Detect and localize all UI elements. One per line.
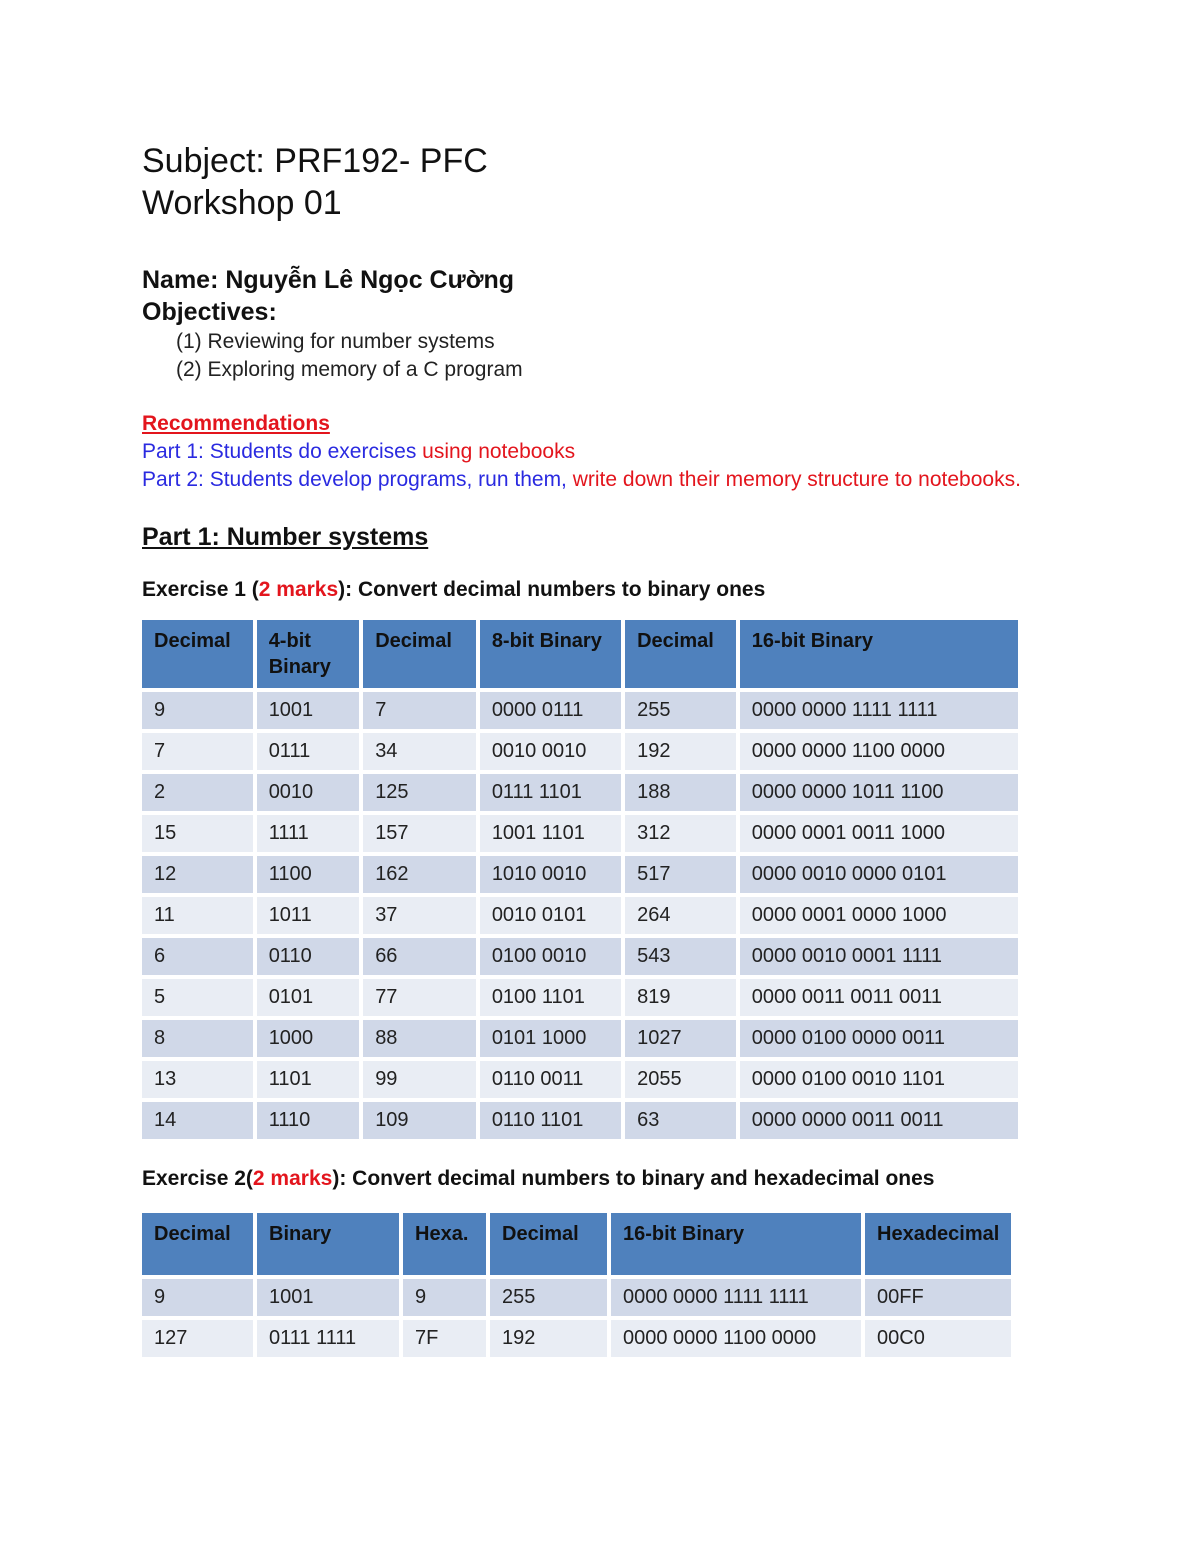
- table-row: [142, 1061, 1018, 1098]
- table-cell: 15: [142, 815, 253, 852]
- document-page: [142, 140, 1022, 1361]
- recommendation-part2-text: Part 2: Students develop programs, run them,: [142, 468, 573, 491]
- table-cell: 0110 1101: [480, 1102, 621, 1139]
- table-cell: 0111 1111: [257, 1320, 399, 1357]
- student-name: Name: Nguyễn Lê Ngọc Cường: [142, 266, 515, 294]
- table-cell: 1111: [257, 815, 360, 852]
- subject-title: Subject: PRF192- PFC: [142, 142, 488, 180]
- recommendation-part2-highlight: write down their memory structure to notebooks.: [572, 468, 1021, 491]
- column-header: Binary: [257, 1213, 399, 1275]
- table-cell: 8: [142, 1020, 253, 1057]
- table-cell: 0100 0010: [480, 938, 621, 975]
- exercise1-heading: [142, 576, 1022, 604]
- table-cell: 2055: [625, 1061, 736, 1098]
- table-cell: 819: [625, 979, 736, 1016]
- table-cell: 0010 0010: [480, 733, 621, 770]
- exercise2-prefix: Exercise 2(: [142, 1167, 253, 1190]
- table-cell: 37: [363, 897, 476, 934]
- table-cell: 1110: [257, 1102, 360, 1139]
- exercise1-marks: 2 marks: [258, 578, 339, 601]
- table-cell: 109: [363, 1102, 476, 1139]
- table-cell: 12: [142, 856, 253, 893]
- table-header-row: [142, 1213, 1011, 1275]
- table-cell: 0000 0011 0011 0011: [740, 979, 1018, 1016]
- table-cell: 1001: [257, 692, 360, 729]
- column-header: Decimal: [142, 620, 253, 688]
- table-cell: 88: [363, 1020, 476, 1057]
- table-row: [142, 815, 1018, 852]
- column-header: Decimal: [363, 620, 476, 688]
- workshop-title: Workshop 01: [142, 184, 342, 222]
- part1-heading: Part 1: Number systems: [142, 523, 429, 551]
- table-cell: 0000 0000 1011 1100: [740, 774, 1018, 811]
- table-cell: 312: [625, 815, 736, 852]
- table-cell: 0010 0101: [480, 897, 621, 934]
- table-cell: 0000 0000 1100 0000: [611, 1320, 861, 1357]
- recommendation-part1-text: Part 1: Students do exercises: [142, 440, 423, 463]
- table-cell: 7: [363, 692, 476, 729]
- table-cell: 0000 0001 0011 1000: [740, 815, 1018, 852]
- table-cell: 543: [625, 938, 736, 975]
- exercise1-prefix: Exercise 1 (: [142, 578, 259, 601]
- table-cell: 0000 0000 1111 1111: [740, 692, 1018, 729]
- table-cell: 34: [363, 733, 476, 770]
- table-cell: 0111: [257, 733, 360, 770]
- table-row: [142, 1279, 1011, 1316]
- table-cell: 1011: [257, 897, 360, 934]
- table-row: [142, 692, 1018, 729]
- table-cell: 00C0: [865, 1320, 1011, 1357]
- table-cell: 1101: [257, 1061, 360, 1098]
- table-cell: 1000: [257, 1020, 360, 1057]
- table-cell: 0000 0001 0000 1000: [740, 897, 1018, 934]
- table-cell: 1001: [257, 1279, 399, 1316]
- table-cell: 13: [142, 1061, 253, 1098]
- exercise1-table-body: [142, 692, 1018, 1139]
- objective-item: (1) Reviewing for number systems: [176, 330, 495, 353]
- table-cell: 0110 0011: [480, 1061, 621, 1098]
- table-cell: 77: [363, 979, 476, 1016]
- table-cell: 66: [363, 938, 476, 975]
- table-cell: 9: [142, 1279, 253, 1316]
- table-cell: 0000 0000 1111 1111: [611, 1279, 861, 1316]
- table-row: [142, 938, 1018, 975]
- table-cell: 0100 1101: [480, 979, 621, 1016]
- objective-item: (2) Exploring memory of a C program: [176, 358, 523, 381]
- column-header: Hexadecimal: [865, 1213, 1011, 1275]
- exercise1-table: [138, 616, 1022, 1143]
- table-cell: 162: [363, 856, 476, 893]
- table-cell: 0111 1101: [480, 774, 621, 811]
- table-row: [142, 733, 1018, 770]
- table-cell: 1100: [257, 856, 360, 893]
- table-cell: 63: [625, 1102, 736, 1139]
- table-cell: 0000 0010 0000 0101: [740, 856, 1018, 893]
- table-cell: 517: [625, 856, 736, 893]
- table-cell: 192: [625, 733, 736, 770]
- table-cell: 157: [363, 815, 476, 852]
- table-cell: 0000 0100 0010 1101: [740, 1061, 1018, 1098]
- exercise2-table: [138, 1209, 1015, 1361]
- table-cell: 14: [142, 1102, 253, 1139]
- table-cell: 125: [363, 774, 476, 811]
- table-cell: 6: [142, 938, 253, 975]
- table-cell: 0000 0000 0011 0011: [740, 1102, 1018, 1139]
- recommendations-heading: Recommendations: [142, 412, 330, 435]
- column-header: Decimal: [625, 620, 736, 688]
- table-cell: 7F: [403, 1320, 486, 1357]
- table-cell: 9: [142, 692, 253, 729]
- column-header: Hexa.: [403, 1213, 486, 1275]
- exercise2-heading: [142, 1165, 1022, 1193]
- table-row: [142, 774, 1018, 811]
- table-cell: 0000 0010 0001 1111: [740, 938, 1018, 975]
- table-row: [142, 856, 1018, 893]
- table-row: [142, 1320, 1011, 1357]
- table-cell: 9: [403, 1279, 486, 1316]
- table-row: [142, 979, 1018, 1016]
- table-row: [142, 1020, 1018, 1057]
- exercise2-table-body: [142, 1279, 1011, 1357]
- table-cell: 1027: [625, 1020, 736, 1057]
- table-cell: 0010: [257, 774, 360, 811]
- table-cell: 0000 0100 0000 0011: [740, 1020, 1018, 1057]
- exercise2-marks: 2 marks: [252, 1167, 333, 1190]
- table-cell: 255: [490, 1279, 607, 1316]
- table-cell: 11: [142, 897, 253, 934]
- table-cell: 7: [142, 733, 253, 770]
- table-cell: 127: [142, 1320, 253, 1357]
- exercise2-suffix: ): Convert decimal numbers to binary and hexadecimal ones: [332, 1167, 935, 1190]
- table-cell: 0000 0000 1100 0000: [740, 733, 1018, 770]
- table-cell: 264: [625, 897, 736, 934]
- table-cell: 0000 0111: [480, 692, 621, 729]
- table-cell: 0110: [257, 938, 360, 975]
- column-header: Decimal: [142, 1213, 253, 1275]
- table-cell: 255: [625, 692, 736, 729]
- exercise1-suffix: ): Convert decimal numbers to binary ones: [338, 578, 766, 601]
- table-cell: 188: [625, 774, 736, 811]
- table-cell: 0101: [257, 979, 360, 1016]
- recommendation-part1-highlight: using notebooks: [422, 440, 576, 463]
- table-row: [142, 897, 1018, 934]
- table-header-row: [142, 620, 1018, 688]
- table-cell: 99: [363, 1061, 476, 1098]
- column-header: 8-bit Binary: [480, 620, 621, 688]
- recommendation-part2: [142, 466, 1022, 494]
- column-header: 4-bit Binary: [257, 620, 360, 688]
- table-cell: 2: [142, 774, 253, 811]
- table-cell: 5: [142, 979, 253, 1016]
- table-cell: 1010 0010: [480, 856, 621, 893]
- recommendation-part1: [142, 438, 1022, 466]
- column-header: 16-bit Binary: [740, 620, 1018, 688]
- table-cell: 00FF: [865, 1279, 1011, 1316]
- column-header: 16-bit Binary: [611, 1213, 861, 1275]
- table-cell: 0101 1000: [480, 1020, 621, 1057]
- table-cell: 1001 1101: [480, 815, 621, 852]
- table-cell: 192: [490, 1320, 607, 1357]
- objectives-list: [142, 328, 1022, 384]
- column-header: Decimal: [490, 1213, 607, 1275]
- objectives-heading: Objectives:: [142, 298, 277, 326]
- table-row: [142, 1102, 1018, 1139]
